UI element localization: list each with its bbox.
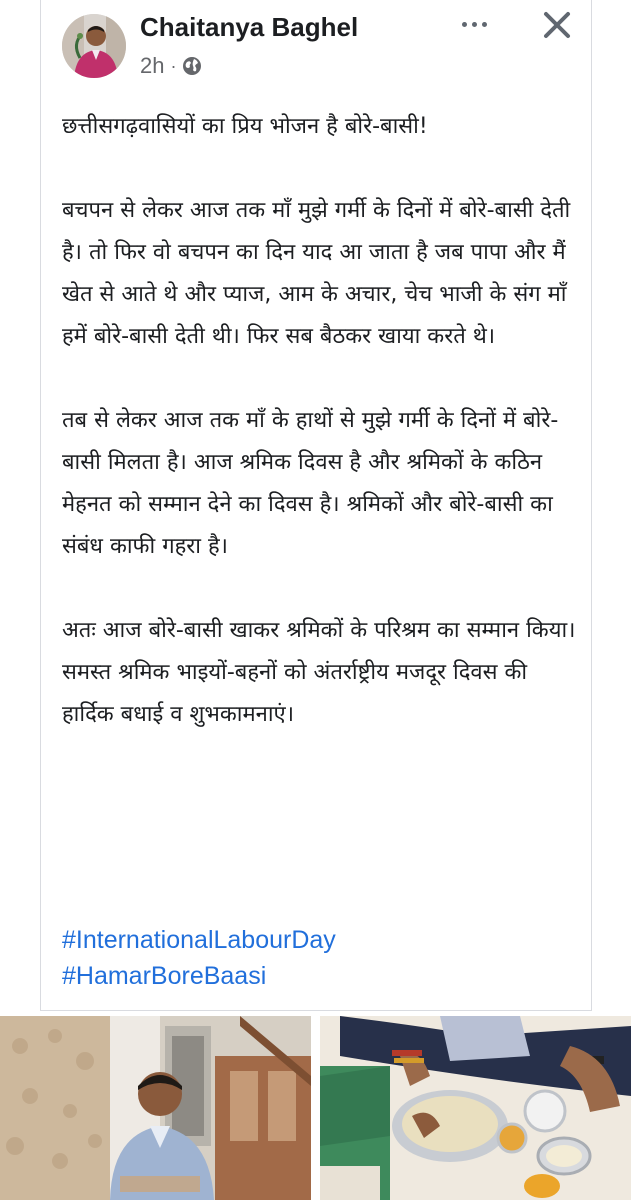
dot-1 (462, 22, 467, 27)
more-horizontal-icon[interactable] (462, 12, 498, 36)
post-meta (140, 52, 202, 80)
post-paragraph-2: बचपन से लेकर आज तक माँ मुझे गर्मी के दिनों में बोरे-बासी देती है। तो फिर वो बचपन का दिन याद आ जाता है जब पापा और मैं खेत से आते थे और प्याज, आम के अचार, चेच भाजी के संग माँ हमें बोरे-बासी देती थी। फिर सब बैठकर खाया करते थे। (62, 198, 571, 349)
post-paragraph-3: तब से लेकर आज तक माँ के हाथों से मुझे गर्मी के दिनों में बोरे-बासी मिलता है। आज श्रमिक दिवस है और श्रमिकों के कठिन मेहनत को सम्मान देने का दिवस है। श्रमिकों और बोरे-बासी का संबंध काफी गहरा है। (62, 408, 559, 559)
hashtag-link[interactable]: #InternationalLabourDay (62, 926, 336, 954)
post-photo-left[interactable] (0, 1016, 311, 1200)
post-body (62, 106, 577, 764)
post-paragraph-4: अतः आज बोरे-बासी खाकर श्रमिकों के परिश्रम का सम्मान किया। समस्त श्रमिक भाइयों-बहनों को अंतर्राष्ट्रीय मजदूर दिवस की हार्दिक बधाई व शुभकामनाएं। (62, 618, 576, 727)
post-photo-right[interactable] (320, 1016, 631, 1200)
hashtag-list (62, 922, 577, 994)
photo-image (0, 1016, 311, 1200)
photo-image (320, 1016, 631, 1200)
post-paragraph-1: छत्तीसगढ़वासियों का प्रिय भोजन है बोरे-बासी! (62, 114, 428, 139)
dot-2 (472, 22, 477, 27)
avatar[interactable] (62, 14, 126, 78)
close-icon[interactable] (540, 8, 574, 42)
author-name[interactable]: Chaitanya Baghel (140, 12, 359, 42)
globe-icon (182, 56, 202, 76)
dot-3 (482, 22, 487, 27)
meta-separator: · (170, 55, 177, 76)
avatar-image (62, 14, 126, 78)
hashtag-link[interactable]: #HamarBoreBaasi (62, 962, 267, 990)
post-time[interactable]: 2h (140, 53, 165, 78)
